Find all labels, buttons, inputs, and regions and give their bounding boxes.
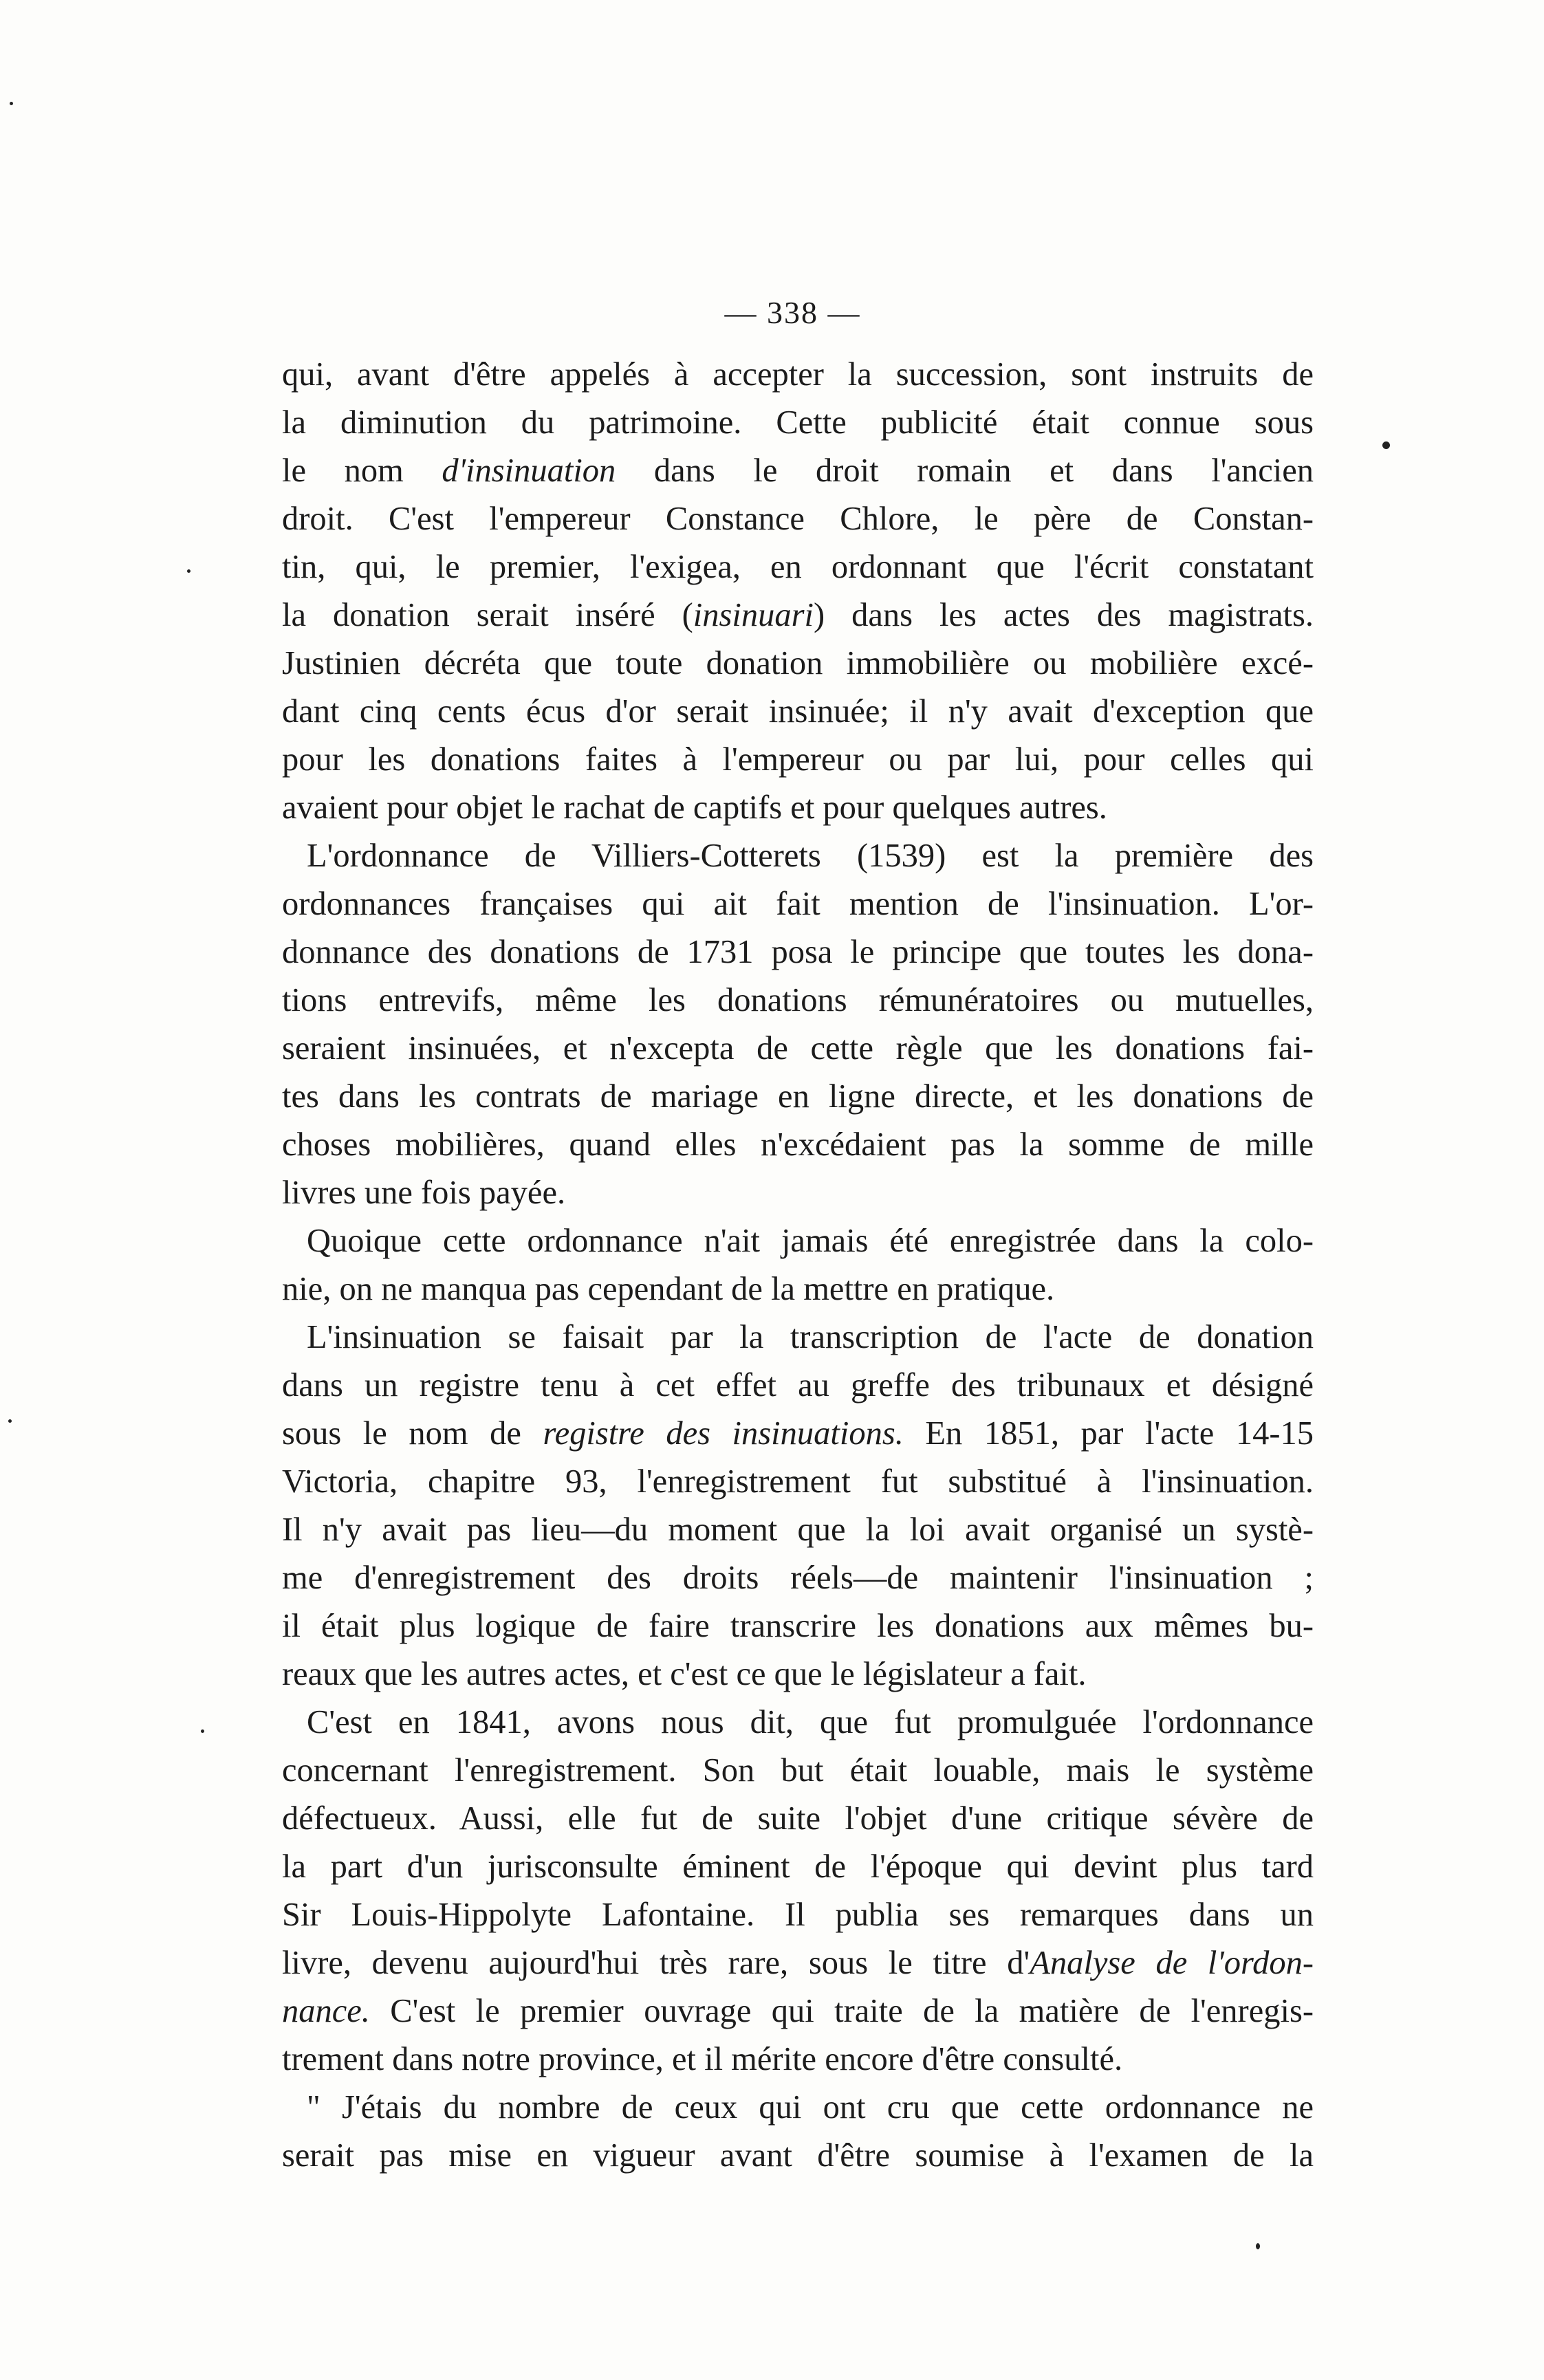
text-line	[282, 1410, 1314, 1458]
text-run: C'est le premier ouvrage qui traite de la matière de l'enregis-	[369, 1993, 1314, 2029]
print-speck	[1256, 2243, 1260, 2249]
text-line	[282, 351, 1314, 399]
text-run: la donation serait inséré (	[282, 597, 693, 633]
text-line	[282, 1987, 1314, 2035]
text-run: ) dans les actes des magistrats.	[813, 597, 1314, 633]
print-speck	[187, 569, 191, 573]
text-line	[282, 2084, 1314, 2132]
text-run: serait pas mise en vigueur avant d'être soumise à l'examen de la	[282, 2137, 1314, 2174]
text-run: dant cinq cents écus d'or serait insinuée; il n'y avait d'exception que	[282, 693, 1314, 730]
text-run: reaux que les autres actes, et c'est ce que le législateur a fait.	[282, 1656, 1087, 1692]
print-speck	[8, 1419, 12, 1423]
text-run: le nom	[282, 452, 442, 489]
text-line	[282, 688, 1314, 736]
text-run: Quoique cette ordonnance n'ait jamais été enregistrée dans la colo-	[307, 1223, 1314, 1259]
italic-text-run: insinuari	[693, 597, 814, 633]
text-run: pour les donations faites à l'empereur ou par lui, pour celles qui	[282, 741, 1314, 778]
text-line	[282, 1217, 1314, 1265]
text-run: Justinien décréta que toute donation immobilière ou mobilière excé-	[282, 645, 1314, 681]
text-run: donnance des donations de 1731 posa le principe que toutes les dona-	[282, 934, 1314, 970]
text-run: L'ordonnance de Villiers-Cotterets (1539) est la première des	[307, 838, 1314, 874]
text-line	[282, 1121, 1314, 1169]
text-run: me d'enregistrement des droits réels—de maintenir l'insinuation ;	[282, 1560, 1314, 1596]
text-run: droit. C'est l'empereur Constance Chlore, le père de Constan-	[282, 501, 1314, 537]
text-run: la part d'un jurisconsulte éminent de l'époque qui devint plus tard	[282, 1848, 1314, 1885]
text-run: En 1851, par l'acte 14-15	[903, 1415, 1314, 1452]
text-line	[282, 1699, 1314, 1747]
print-speck	[201, 1729, 204, 1733]
text-line	[282, 1747, 1314, 1795]
italic-text-run: d'insinuation	[442, 452, 616, 489]
text-run: dans un registre tenu à cet effet au greffe des tribunaux et désigné	[282, 1367, 1314, 1404]
text-line	[282, 640, 1314, 688]
text-run: dans le droit romain et dans l'ancien	[616, 452, 1314, 489]
print-speck	[1382, 441, 1390, 449]
text-line	[282, 928, 1314, 976]
text-run: qui, avant d'être appelés à accepter la succession, sont instruits de	[282, 356, 1314, 393]
text-line	[282, 495, 1314, 543]
text-line	[282, 736, 1314, 784]
text-line	[282, 1891, 1314, 1939]
italic-text-run: Analyse de l'ordon-	[1030, 1945, 1314, 1981]
text-line	[282, 1650, 1314, 1699]
text-line	[282, 447, 1314, 495]
text-line	[282, 1265, 1314, 1313]
italic-text-run: nance.	[282, 1993, 370, 2029]
text-run: livre, devenu aujourd'hui très rare, sous le titre d'	[282, 1945, 1030, 1981]
text-line	[282, 1795, 1314, 1843]
text-run: Il n'y avait pas lieu—du moment que la loi avait organisé un systè-	[282, 1511, 1314, 1548]
print-speck	[10, 102, 13, 105]
text-run: ordonnances françaises qui ait fait mention de l'insinuation. L'or-	[282, 886, 1314, 922]
text-line	[282, 1458, 1314, 1506]
text-line	[282, 976, 1314, 1025]
text-line	[282, 399, 1314, 447]
text-run: " J'étais du nombre de ceux qui ont cru que cette ordonnance ne	[307, 2089, 1314, 2126]
text-run: avaient pour objet le rachat de captifs et pour quelques autres.	[282, 789, 1107, 826]
text-line	[282, 1843, 1314, 1891]
text-run: L'insinuation se faisait par la transcription de l'acte de donation	[307, 1319, 1314, 1355]
italic-text-run: registre des insinuations.	[543, 1415, 904, 1452]
text-line	[282, 1025, 1314, 1073]
text-run: livres une fois payée.	[282, 1175, 566, 1211]
text-line	[282, 1506, 1314, 1554]
text-run: la diminution du patrimoine. Cette publicité était connue sous	[282, 404, 1314, 441]
text-run: nie, on ne manqua pas cependant de la mettre en pratique.	[282, 1271, 1055, 1307]
text-run: sous le nom de	[282, 1415, 543, 1452]
text-line	[282, 2035, 1314, 2084]
text-line	[282, 2132, 1314, 2180]
text-run: il était plus logique de faire transcrire les donations aux mêmes bu-	[282, 1608, 1314, 1644]
text-run: choses mobilières, quand elles n'excédaient pas la somme de mille	[282, 1126, 1314, 1163]
body-text	[282, 351, 1314, 2180]
text-run: défectueux. Aussi, elle fut de suite l'objet d'une critique sévère de	[282, 1800, 1314, 1837]
text-run: seraient insinuées, et n'excepta de cette règle que les donations fai-	[282, 1030, 1314, 1067]
text-run: tin, qui, le premier, l'exigea, en ordonnant que l'écrit constatant	[282, 549, 1314, 585]
text-run: concernant l'enregistrement. Son but était louable, mais le système	[282, 1752, 1314, 1789]
text-line	[282, 1554, 1314, 1602]
text-line	[282, 784, 1314, 832]
text-run: tes dans les contrats de mariage en ligne directe, et les donations de	[282, 1078, 1314, 1115]
text-line	[282, 1362, 1314, 1410]
text-line	[282, 591, 1314, 640]
text-run: Sir Louis-Hippolyte Lafontaine. Il publia ses remarques dans un	[282, 1897, 1314, 1933]
text-run: trement dans notre province, et il mérite encore d'être consulté.	[282, 2041, 1123, 2077]
text-line	[282, 1073, 1314, 1121]
text-line	[282, 1939, 1314, 1987]
text-run: Victoria, chapitre 93, l'enregistrement fut substitué à l'insinuation.	[282, 1463, 1314, 1500]
text-line	[282, 1602, 1314, 1650]
text-line	[282, 832, 1314, 880]
text-run: tions entrevifs, même les donations rémunératoires ou mutuelles,	[282, 982, 1314, 1018]
text-line	[282, 1169, 1314, 1217]
text-line	[282, 880, 1314, 928]
page-number: — 338 —	[724, 295, 861, 330]
text-run: C'est en 1841, avons nous dit, que fut promulguée l'ordonnance	[307, 1704, 1314, 1740]
text-line	[282, 1313, 1314, 1362]
text-line	[282, 543, 1314, 591]
